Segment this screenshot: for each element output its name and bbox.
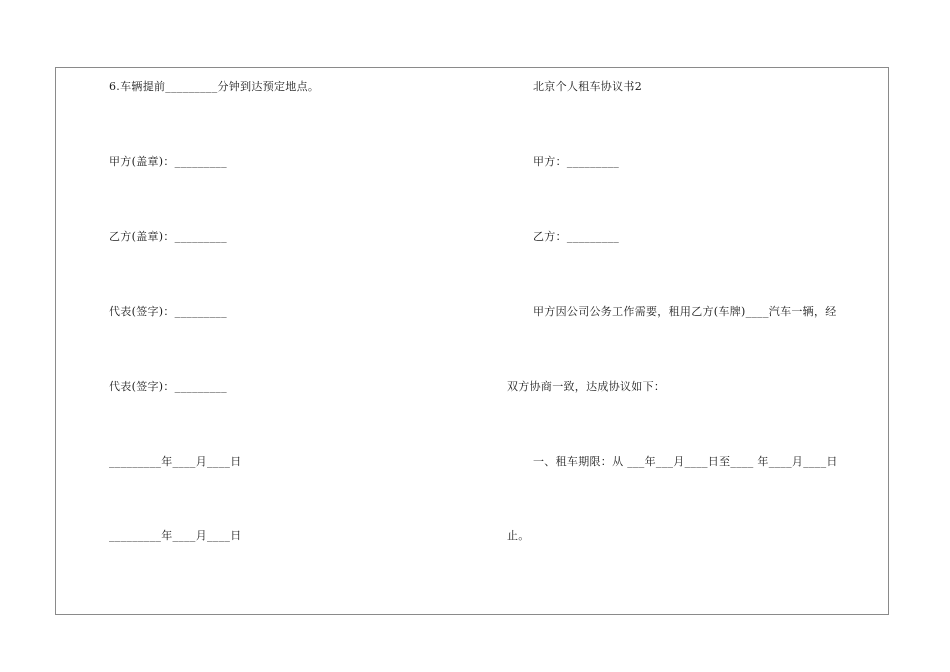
left-line-5: _________年____月____日 [109, 455, 242, 468]
left-line-2: 乙方(盖章)：_________ [109, 230, 227, 243]
right-line-3: 甲方因公司公务工作需要，租用乙方(车牌)____汽车一辆，经 [533, 305, 837, 318]
left-line-0: 6.车辆提前_________分钟到达预定地点。 [109, 80, 320, 93]
right-line-6: 止。 [507, 529, 530, 542]
left-line-1: 甲方(盖章)：_________ [109, 155, 227, 168]
right-line-2: 乙方：_________ [533, 230, 620, 243]
left-line-3: 代表(签字)：_________ [109, 305, 227, 318]
left-line-6: _________年____月____日 [109, 529, 242, 542]
right-line-4: 双方协商一致，达成协议如下： [507, 380, 666, 393]
right-line-1: 甲方：_________ [533, 155, 620, 168]
left-line-4: 代表(签字)：_________ [109, 380, 227, 393]
right-line-0: 北京个人租车协议书2 [533, 80, 642, 93]
right-line-5: 一、租车期限：从 ___年___月____日至____ 年____月____日 [533, 455, 838, 468]
